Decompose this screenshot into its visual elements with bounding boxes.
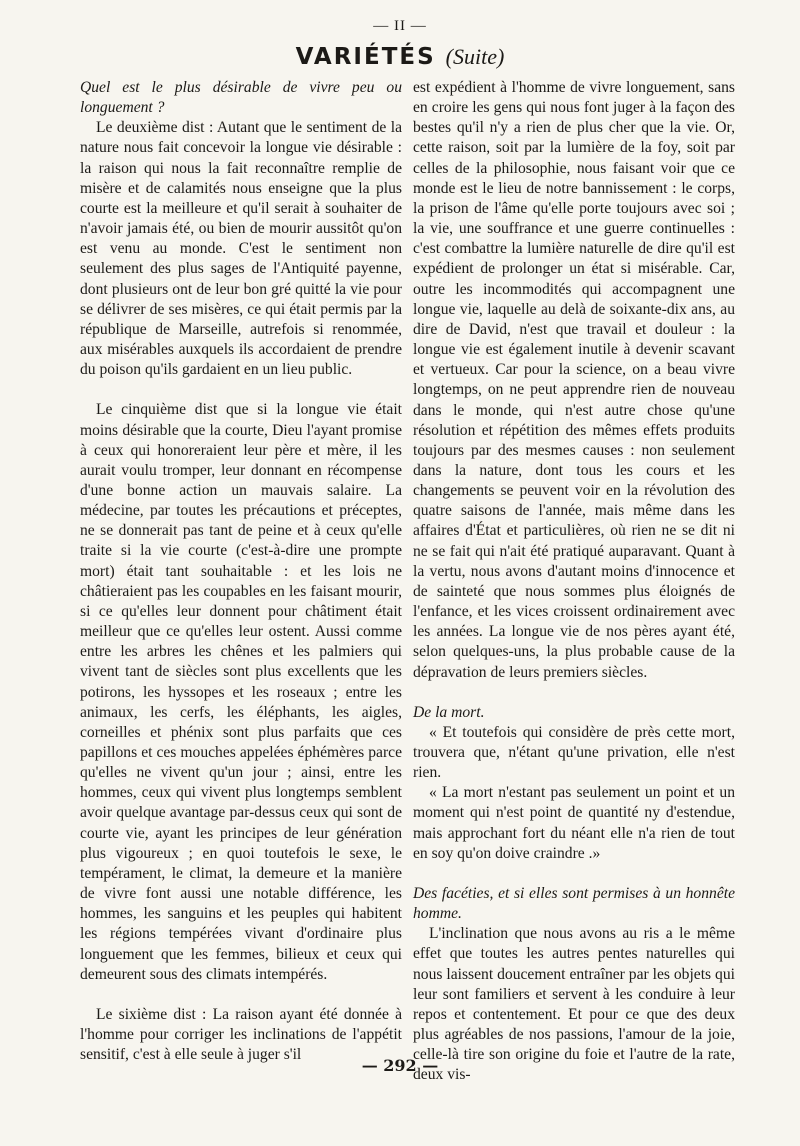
paragraph-continuation: est expédient à l'homme de vivre longuement, sans en croire les gens qui nous font juger à la façon des bestes qu'il n'y a rien de plus cher que la vie. Or, cette raison, soit par la lumière de la foy, soit par celles de la philosophie, nous faisant voir que ce monde est le lieu de notre bannissement : le corps, la prison de l'âme qu'elle porte toujours avec soi ; la vie, une souffrance et une guerre continuelles : c'est combattre la lumière naturelle de dire qu'il est expédient de prolonger un état si misérable. Car, outre les incommodités qui accompagnent une longue vie, laquelle au delà de soixante-dix ans, au dire de David, n'est que travail et douleur : la longue vie est également inutile à devenir scavant et vertueux. Car pour la science, on a beau vivre longtemps, on ne peut apprendre rien de nouveau dans le monde, qui n'est autre chose qu'une résolution et répétition des mêmes effets produits toujours par des mesmes causes : non seulement dans la nature, dont tous les cours et les changements se peuvent voir en la révolution des quatre saisons de l'année, mais même dans les affaires d'État et particulières, où rien ne se dit ni ne se fait qui n'ait été pratiqué auparavant. Quant à la vertu, nous avons d'autant moins d'innocence et de sainteté que nous sommes plus éloignés de l'enfance, et les vices croissent ordinairement avec les années. La longue vie de nos pères ayant été, selon quelques-uns, la plus probable cause de la dépravation de leurs premiers siècles.	[413, 79, 735, 681]
quote-point: « La mort n'estant pas seulement un point et un moment qui n'est point de quantité ny d'estendue, mais approchant fort du néant elle n'a rien de tout en soy qu'on doive craindre .»	[413, 784, 735, 862]
heading-suffix: (Suite)	[445, 44, 505, 69]
section-heading	[0, 44, 800, 70]
quote-privation: « Et toutefois qui considère de près cette mort, trouvera que, n'étant qu'une privation, elle n'est rien.	[413, 723, 735, 782]
right-column	[413, 78, 735, 1086]
heading-title: VARIÉTÉS	[295, 44, 436, 70]
subtitle-death: De la mort.	[413, 703, 485, 721]
page-number: — 292 —	[361, 1056, 439, 1075]
paragraph-cinquieme: Le cinquième dist que si la longue vie était moins désirable que la courte, Dieu l'ayant promise à ceux qui honoreraient leur père et mère, il les aurait voulu tromper, leur donnant en récompense d'une bonne action un mauvais salaire. La médecine, par toutes les précautions et préceptes, ne se donnerait pas tant de peine et à ceux qu'elle traite si la vie courte (c'est-à-dire une prompte mort) était tant souhaitable : et les lois ne châtieraient pas les coupables en les faisant mourir, si ce qu'elles leur donnent pour châtiment était meilleur que ce qu'elles leur ostent. Aussi comme entre les arbres les chênes et les palmiers qui vivent tant de siècles sont plus excellents que les potirons, les hyssopes et les roseaux ; entre les animaux, les cerfs, les éléphants, les aigles, corneilles et phénix sont plus parfaits que ces papillons et ces mouches appelées éphémères parce qu'elles ne vivent qu'un jour ; ainsi, entre les hommes, ceux qui vivent plus longtemps semblent avoir quelque avantage par-dessus ceux qui sont de courte vie, ayant les principes de leur génération plus vigoureux ; en quoi toutefois le sexe, le tempérament, le climat, la demeure et la manière de vivre font aussi une notable différence, les hommes, les sanguins et les peuples qui habitent les régions tempérées vivant d'ordinaire plus longuement que les femmes, bilieux et ceux qui demeurent sous des climats intempérés.	[80, 401, 402, 983]
subtitle-longevity: Quel est le plus désirable de vivre peu ou longuement ?	[80, 79, 402, 117]
paragraph-inclination: L'inclination que nous avons au ris a le même effet que toutes les autres pentes naturelles qui nous laissent doucement entraîner par les objets qui leur sont familiers et servent à les conduire à leur repos et contentement. Et pour ce que des deux plus agréables de nos passions, l'amour de la joie, celle-là tire son origine du foie et l'autre de la rate, deux vis-	[413, 925, 735, 1084]
page-marker: — II —	[373, 18, 427, 34]
subtitle-facetiae: Des facéties, et si elles sont permises à un honnête homme.	[413, 884, 735, 923]
paragraph-sixieme: Le sixième dist : La raison ayant été donnée à l'homme pour corriger les inclinations de l'appétit sensitif, c'est à elle seule à juger s'il	[80, 1005, 402, 1064]
paragraph-deuxieme: Le deuxième dist : Autant que le sentiment de la nature nous fait concevoir la longue vie désirable : la raison qui nous la fait reconnaître remplie de misère et de calamités nous enseigne que la plus courte est la meilleure et qu'il serait à souhaiter de n'avoir jamais été, ou bien de mourir aussitôt qu'on est venu au monde. C'est le sentiment non seulement des plus sages de l'Antiquité payenne, dont plusieurs ont de leur bon gré quitté la vie pour se délivrer de ses misères, ce qui était permis par la république de Marseille, autrefois si renommée, aux misérables auxquels ils accordaient de prendre du poison qu'ils gardaient en un lieu public.	[80, 119, 402, 379]
left-column	[80, 78, 402, 1065]
